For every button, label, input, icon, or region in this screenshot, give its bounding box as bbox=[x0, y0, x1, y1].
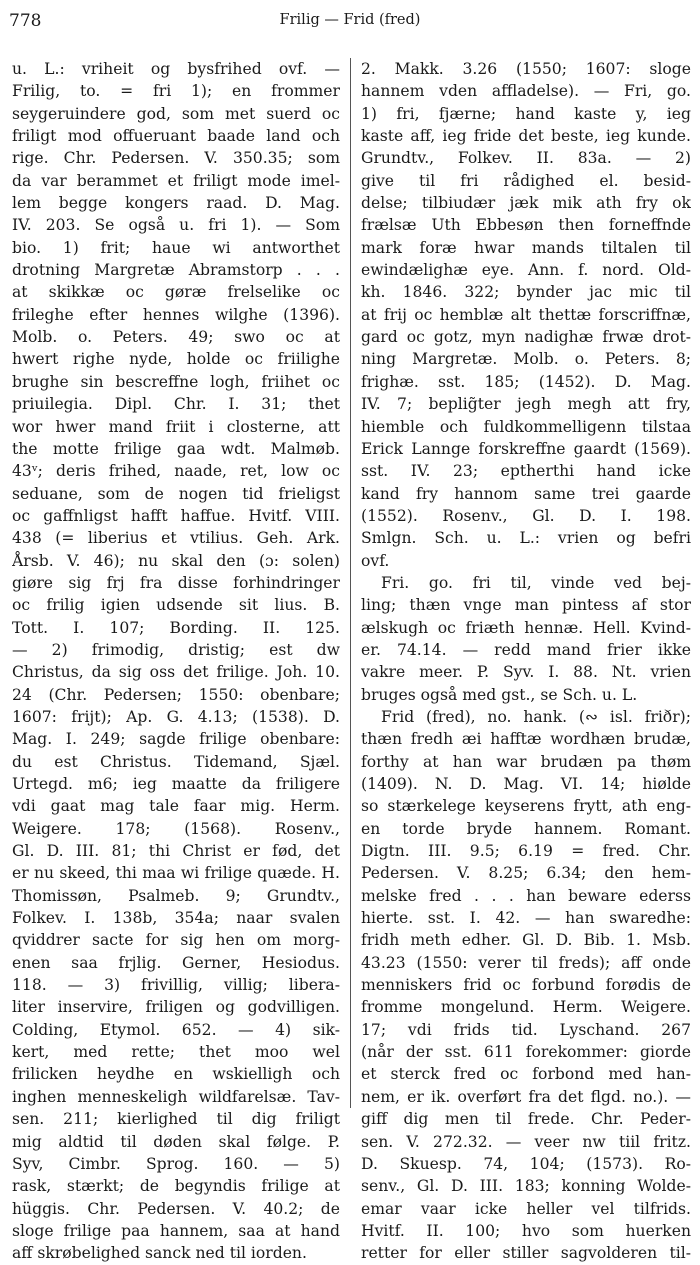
text-line: ling; thæn vnge man pintess af stor bbox=[361, 596, 691, 615]
text-line: giøre sig frj fra disse forhindringer bbox=[12, 573, 340, 592]
text-line: Tott. I. 107; Bording. II. 125. bbox=[12, 618, 340, 637]
text-line: u. L.: vriheit og bysfrihed ovf. — bbox=[12, 60, 340, 78]
text-line: 2. Makk. 3.26 (1550; 1607: sloge bbox=[361, 60, 691, 78]
text-line: Syv, Cimbr. Sprog. 160. — 5) bbox=[12, 1154, 340, 1173]
text-line: Smlgn. Sch. u. L.: vrien og befri bbox=[361, 529, 691, 548]
text-line: frighæ. sst. 185; (1452). D. Mag. bbox=[361, 372, 691, 391]
text-line: bruges også med gst., se Sch. u. L. bbox=[361, 685, 638, 704]
text-line: vdi gaat mag tale faar mig. Herm. bbox=[12, 797, 340, 816]
text-line: hiemble och fuldkommelligenn tilstaa bbox=[361, 417, 691, 436]
column-divider bbox=[350, 58, 351, 1108]
text-line: liter inservire, friligen og godvilligen. bbox=[12, 998, 340, 1017]
text-line: vakre meer. P. Syv. I. 88. Nt. vrien bbox=[361, 663, 691, 682]
text-line: 1607: frijt); Ap. G. 4.13; (1538). D. bbox=[12, 707, 340, 726]
text-line: Folkev. I. 138b, 354a; naar svalen bbox=[12, 909, 340, 928]
text-line: Frilig, to. = fri 1); en frommer bbox=[12, 82, 340, 101]
text-line: 24 (Chr. Pedersen; 1550: obenbare; bbox=[12, 685, 340, 704]
text-line: Colding, Etymol. 652. — 4) sik- bbox=[12, 1020, 340, 1039]
text-line: en torde bryde hannem. Romant. bbox=[361, 819, 691, 838]
text-line: 43.23 (1550: verer til freds); aff onde bbox=[361, 953, 691, 972]
text-line: Frid (fred), no. hank. (∾ isl. friðr); bbox=[381, 707, 691, 726]
text-line: Mag. I. 249; sagde frilige obenbare: bbox=[12, 730, 340, 749]
text-line: sst. IV. 23; eptherthi hand icke bbox=[361, 462, 691, 481]
text-line: nem, er ik. overført fra det flgd. no.). — bbox=[361, 1087, 691, 1106]
text-line: mig aldtid til døden skal følge. P. bbox=[12, 1132, 340, 1151]
text-line: priuilegia. Dipl. Chr. I. 31; thet bbox=[12, 395, 340, 414]
text-line: inghen menneskeligh wildfarelsæ. Tav- bbox=[12, 1087, 340, 1106]
text-line: ovf. bbox=[361, 551, 390, 570]
text-line: Gl. D. III. 81; thi Christ er fød, det bbox=[12, 842, 340, 861]
text-line: gard oc gotz, myn nadighæ frwæ drot- bbox=[361, 328, 691, 347]
text-line: D. Skuesp. 74, 104; (1573). Ro- bbox=[361, 1154, 691, 1173]
text-line: qviddrer sacte for sig hen om morg- bbox=[12, 931, 340, 950]
text-line: fridh meth edher. Gl. D. Bib. 1. Msb. bbox=[361, 931, 691, 950]
text-line: kaste aff, ieg fride det beste, ieg kunde. bbox=[361, 127, 691, 146]
text-line: ning Margretæ. Molb. o. Peters. 8; bbox=[361, 350, 691, 369]
text-line: frileghe efter hennes wilghe (1396). bbox=[12, 305, 340, 324]
text-line: bio. 1) frit; haue wi antworthet bbox=[12, 238, 340, 257]
text-line: ewindælighæ eye. Ann. f. nord. Old- bbox=[361, 261, 691, 280]
text-line: kh. 1846. 322; bynder jac mic til bbox=[361, 283, 691, 302]
running-head: Frilig — Frid (fred) bbox=[279, 12, 421, 28]
text-line: drotning Margretæ Abramstorp . . . bbox=[12, 261, 340, 280]
text-line: Grundtv., Folkev. II. 83a. — 2) bbox=[361, 149, 691, 168]
text-line: hüggis. Chr. Pedersen. V. 40.2; de bbox=[12, 1199, 340, 1218]
text-line: hwert righe nyde, holde oc friilighe bbox=[12, 350, 340, 369]
text-line: Urtegd. m6; ieg maatte da friligere bbox=[12, 775, 340, 793]
text-line: — 2) frimodig, dristig; est dw bbox=[12, 640, 340, 659]
text-line: give til fri rådighed el. besid- bbox=[361, 171, 691, 190]
text-line: oc frilig igien udsende sit lius. B. bbox=[12, 596, 340, 615]
text-line: Thomissøn, Psalmeb. 9; Grundtv., bbox=[12, 886, 340, 905]
text-line: (når der sst. 611 forekommer: giorde bbox=[361, 1043, 691, 1062]
text-line: so stærkelege keyserens frytt, ath eng- bbox=[361, 797, 691, 816]
text-line: menniskers frid oc forbund forødis de bbox=[361, 976, 691, 995]
text-line: enen saa frjlig. Gerner, Hesiodus. bbox=[12, 953, 340, 972]
text-line: Weigere. 178; (1568). Rosenv., bbox=[12, 819, 340, 838]
text-line: friligt mod offueruant baade land och bbox=[12, 127, 340, 146]
text-line: Erick Lannge forskreffne gaardt (1569). bbox=[361, 439, 691, 458]
text-line: Årsb. V. 46); nu skal den (ɔ: solen) bbox=[12, 551, 340, 570]
text-line: 118. — 3) frivillig, villig; libera- bbox=[12, 976, 340, 995]
text-line: seygeruindere god, som met suerd oc bbox=[12, 104, 340, 123]
text-line: Fri. go. fri til, vinde ved bej- bbox=[381, 573, 691, 592]
text-line: (1409). N. D. Mag. VI. 14; hiølde bbox=[361, 775, 691, 793]
page-header bbox=[0, 0, 700, 40]
text-line: rige. Chr. Pedersen. V. 350.35; som bbox=[12, 149, 340, 168]
text-line: frælsæ Uth Ebbesøn then forneffnde bbox=[361, 216, 691, 235]
text-line: giff dig men til frede. Chr. Peder- bbox=[361, 1110, 691, 1129]
text-line: lem begge kongers raad. D. Mag. bbox=[12, 194, 340, 213]
text-line: the motte frilige gaa wdt. Malmøb. bbox=[12, 439, 340, 458]
text-line: et sterck fred oc forbond med han- bbox=[361, 1065, 691, 1084]
text-line: Digtn. III. 9.5; 6.19 = fred. Chr. bbox=[361, 842, 691, 861]
text-line: thæn fredh æi hafftæ wordhæn brudæ, bbox=[361, 730, 691, 749]
text-line: er. 74.14. — redd mand frier ikke bbox=[361, 640, 691, 659]
text-line: seduane, som de nogen tid frieligst bbox=[12, 484, 340, 503]
text-line: frilicken heydhe en wskielligh och bbox=[12, 1065, 340, 1084]
text-line: Hvitf. II. 100; hvo som huerken bbox=[361, 1221, 691, 1240]
text-line: fromme mongelund. Herm. Weigere. bbox=[361, 998, 691, 1017]
text-line: 43ᵛ; deris frihed, naade, ret, low oc bbox=[12, 462, 340, 481]
text-line: emar vaar icke heller vel tilfrids. bbox=[361, 1199, 691, 1218]
text-line: IV. 7; beplig̃ter jegh megh att fry, bbox=[361, 395, 691, 414]
text-line: du est Christus. Tidemand, Sjæl. bbox=[12, 752, 340, 771]
text-line: at skikkæ oc gøræ frelselike oc bbox=[12, 283, 340, 302]
text-line: da var berammet et friligt mode imel- bbox=[12, 171, 340, 190]
text-line: sloge frilige paa hannem, saa at hand bbox=[12, 1221, 340, 1240]
page-number: 778 bbox=[9, 11, 42, 31]
text-line: er nu skeed, thi maa wi frilige quæde. H. bbox=[12, 864, 340, 883]
text-line: senv., Gl. D. III. 183; konning Wolde- bbox=[361, 1177, 691, 1196]
text-line: mark foræ hwar mands tiltalen til bbox=[361, 238, 691, 257]
text-line: 1) fri, fjærne; hand kaste y, ieg bbox=[361, 104, 691, 123]
text-line: IV. 203. Se også u. fri 1). — Som bbox=[12, 216, 340, 235]
left-column bbox=[12, 58, 340, 1263]
text-line: (1552). Rosenv., Gl. D. I. 198. bbox=[361, 506, 691, 525]
text-line: forthy at han war brudæn pa thøm bbox=[361, 752, 691, 771]
text-line: wor hwer mand friit i closterne, att bbox=[12, 417, 340, 436]
text-line: retter for eller stiller sagvolderen til- bbox=[361, 1244, 691, 1263]
text-line: oc gaffnligst hafft haffue. Hvitf. VIII. bbox=[12, 506, 340, 525]
text-line: rask, stærkt; de begyndis frilige at bbox=[12, 1177, 340, 1196]
text-line: aff skrøbelighed sanck ned til iorden. bbox=[12, 1244, 307, 1263]
text-line: 17; vdi frids tid. Lyschand. 267 bbox=[361, 1020, 691, 1039]
text-line: sen. 211; kierlighed til dig friligt bbox=[12, 1110, 340, 1129]
text-line: hierte. sst. I. 42. — han swaredhe: bbox=[361, 909, 691, 928]
text-line: kand fry hannom same trei gaarde bbox=[361, 484, 691, 503]
text-line: sen. V. 272.32. — veer nw tiil fritz. bbox=[361, 1132, 691, 1151]
text-line: Christus, da sig oss det frilige. Joh. 10. bbox=[12, 663, 340, 682]
text-line: 438 (= liberius et vtilius. Geh. Ark. bbox=[12, 529, 340, 548]
text-line: Pedersen. V. 8.25; 6.34; den hem- bbox=[361, 864, 691, 883]
text-line: ælskugh oc friæth hennæ. Hell. Kvind- bbox=[361, 618, 691, 637]
text-line: Molb. o. Peters. 49; swo oc at bbox=[12, 328, 340, 347]
text-line: melske fred . . . han beware ederss bbox=[361, 886, 691, 905]
text-line: kert, med rette; thet moo wel bbox=[12, 1043, 340, 1062]
text-line: brughe sin bescreffne logh, friihet oc bbox=[12, 372, 340, 391]
right-column bbox=[361, 58, 691, 1263]
text-line: hannem vden affladelse). — Fri, go. bbox=[361, 82, 691, 101]
text-line: delse; tilbiudær jæk mik ath fry ok bbox=[361, 194, 691, 213]
text-line: at frij oc hemblæ alt thettæ forscriffnæ, bbox=[361, 305, 691, 324]
